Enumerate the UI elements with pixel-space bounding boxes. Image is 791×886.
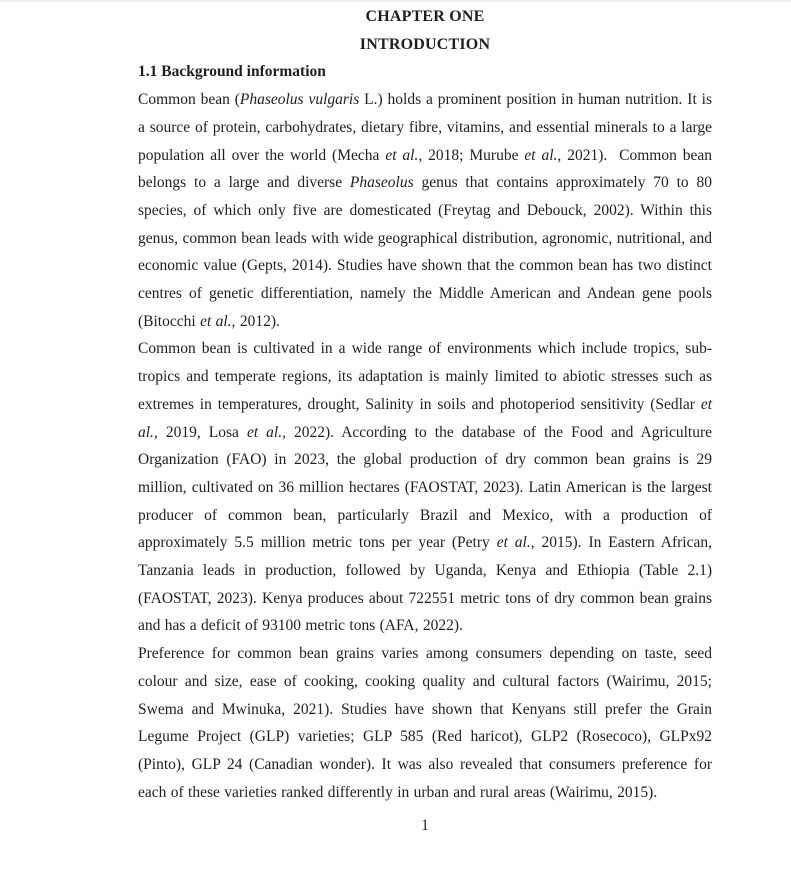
- italic-text-run: Phaseolus: [349, 174, 414, 192]
- text-run: 2021). Common bean belongs to a large and diverse: [138, 146, 713, 192]
- text-run: 2015). In Eastern African, Tanzania leads in production, followed by Uganda, Kenya and Ethiopia (Table 2.1) (FAOSTAT, 2023). Kenya produces about 722551 metric tons of dry common bean grains and has a deficit of 93100 metric tons (AFA, 2022).: [138, 534, 712, 635]
- italic-text-run: et al.,: [200, 312, 236, 330]
- text-run: 2022). According to the database of the Food and Agriculture Organization (FAO) in 2023, the global production of dry common bean grains is 29 million, cultivated on 36 million hectares (FAOSTAT, 2023). Latin American is the largest producer of common bean, particularly Brazil and Mexico, with a production of approximately 5.5 million metric tons per year (Petry: [138, 423, 712, 552]
- italic-text-run: et al.,: [524, 146, 562, 164]
- text-run: Common bean is cultivated in a wide range of environments which include tropics, sub-tropics and temperate regions, its adaptation is mainly limited to abiotic stresses such as extremes in temperatures, drought, Salinity in soils and photoperiod sensitivity (Sedlar: [138, 340, 712, 413]
- italic-text-run: Phaseolus vulgaris: [239, 91, 360, 109]
- italic-text-run: et al.,: [385, 146, 423, 164]
- text-run: 2019, Losa: [157, 423, 247, 441]
- text-run: Preference for common bean grains varies among consumers depending on taste, seed colour and size, ease of cooking, cooking quality and cultural factors (Wairimu, 2015; Swema and Mwinuka, 2021). Studies have shown that Kenyans still prefer the Grain Legume Project (GLP) varieties; GLP 585 (Red haricot), GLP2 (Rosecoco), GLPx92 (Pinto), GLP 24 (Canadian wonder). It was also revealed that consumers preference for each of these varieties ranked differently in urban and rural areas (Wairimu, 2015).: [138, 645, 712, 801]
- body-text: [138, 86, 712, 806]
- chapter-subtitle: INTRODUCTION: [359, 35, 491, 53]
- text-run: 2018; Murube: [422, 146, 525, 164]
- chapter-title: CHAPTER ONE: [365, 8, 485, 25]
- text-run: Common bean (: [138, 91, 240, 109]
- italic-text-run: et al.,: [138, 395, 712, 441]
- text-run: 2012).: [235, 312, 280, 330]
- text-column: [138, 3, 712, 806]
- text-run: L.) holds a prominent position in human nutrition. It is a source of protein, carbohydrates, dietary fibre, vitamins, and essential minerals to a large population all over the world (Mecha: [138, 91, 712, 164]
- page-number: 1: [421, 817, 429, 834]
- paragraph: [138, 640, 712, 806]
- paragraph: [138, 335, 712, 640]
- italic-text-run: et al.,: [496, 534, 535, 552]
- section-heading: 1.1 Background information: [138, 63, 326, 81]
- paragraph: [138, 86, 712, 335]
- italic-text-run: et al.,: [246, 423, 286, 441]
- text-run: genus that contains approximately 70 to 80 species, of which only five are domesticated (Freytag and Debouck, 2002). Within this genus, common bean leads with wide geographical distribution, agronomic, nutritional, and economic value (Gepts, 2014). Studies have shown that the common bean has two distinct centres of genetic differentiation, namely the Middle American and Andean gene pools (Bitocchi: [138, 174, 712, 330]
